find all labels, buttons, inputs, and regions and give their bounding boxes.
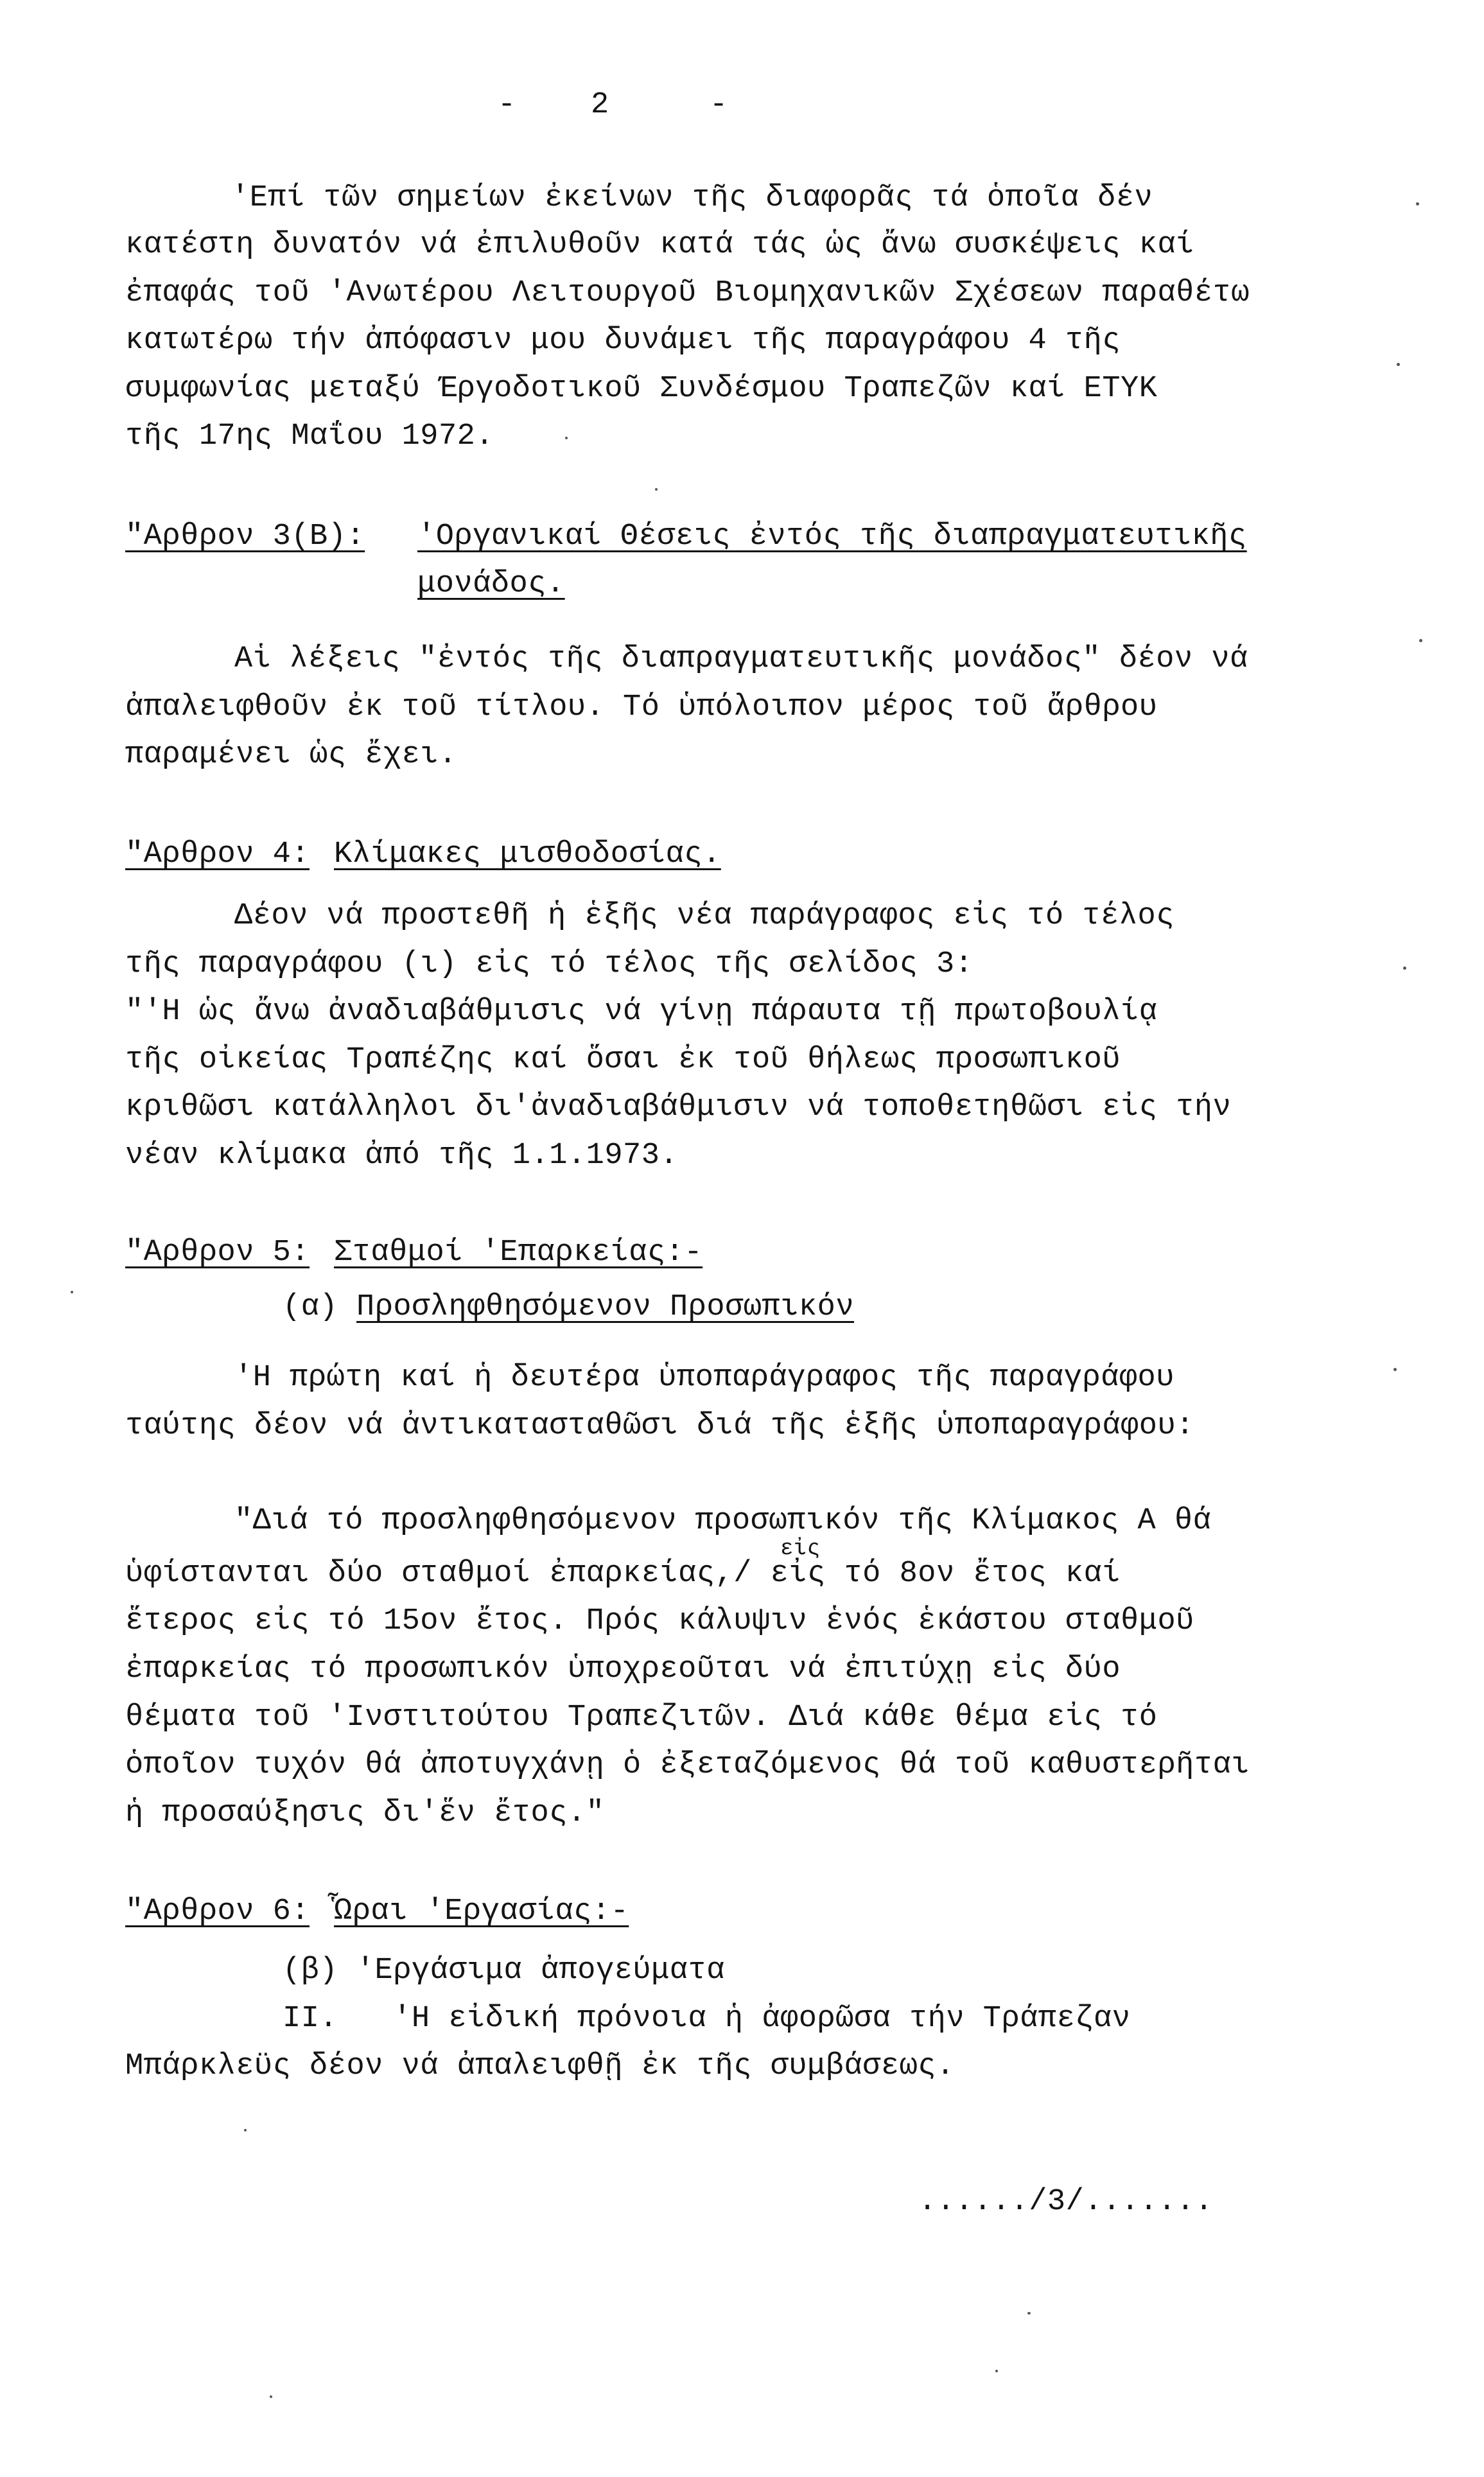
article5-quote-line-3: ἕτερος εἰς τό 15ον ἔτος. Πρός κάλυψιν ἑνός ἑκάστου σταθμοῦ xyxy=(125,1604,1194,1638)
scan-speck xyxy=(1027,2312,1031,2315)
intro-line-1: 'Επί τῶν σημείων ἐκείνων τῆς διαφορᾶς τά ὁποῖα δέν xyxy=(231,181,1153,215)
scan-speck xyxy=(995,2370,998,2372)
article4-line-1: Δέον νά προστεθῆ ἡ ἑξῆς νέα παράγραφος εἰς τό τέλος xyxy=(234,899,1174,933)
article6-heading: "Αρθρον 6: xyxy=(125,1895,310,1929)
scan-speck xyxy=(1419,639,1422,642)
intro-line-5: συμφωνίας μεταξύ Έργοδοτικοῦ Συνδέσμου Τραπεζῶν καί ΕΤΥΚ xyxy=(125,372,1158,406)
scan-speck xyxy=(1393,1368,1397,1371)
page-dash-right: - xyxy=(710,88,728,122)
article5-sub-marker: (α) xyxy=(283,1290,338,1324)
article6-item-ii-line2: Μπάρκλεϋς δέον νά ἀπαλειφθῇ ἐκ τῆς συμβάσεως. xyxy=(125,2049,955,2083)
article5-heading: "Αρθρον 5: xyxy=(125,1236,310,1270)
intro-line-2: κατέστη δυνατόν νά ἐπιλυθοῦν κατά τάς ὡς ἄνω συσκέψεις καί xyxy=(125,228,1194,262)
article3b-line-3: παραμένει ὡς ἔχει. xyxy=(125,738,457,772)
scan-speck xyxy=(655,488,658,491)
handwritten-insert: εἰς xyxy=(780,1537,821,1561)
article5-quote-line-7: ἡ προσαύξησις δι'ἕν ἔτος." xyxy=(125,1796,605,1830)
scan-speck xyxy=(1397,363,1400,366)
article4-line-4: τῆς οἰκείας Τραπέζης καί ὅσαι ἐκ τοῦ θήλεως προσωπικοῦ xyxy=(125,1043,1121,1077)
article5-quote-line-2: ὑφίστανται δύο σταθμοί ἐπαρκείας,/ εἰς τό 8ον ἔτος καί xyxy=(125,1557,1121,1591)
article3b-heading: "Αρθρον 3(Β): xyxy=(125,520,365,554)
scan-speck xyxy=(1403,967,1406,970)
article4-line-2: τῆς παραγράφου (ι) εἰς τό τέλος τῆς σελίδος 3: xyxy=(125,947,973,981)
article4-line-3: "'Η ὡς ἄνω ἀναδιαβάθμισις νά γίνῃ πάραυτα τῇ πρωτοβουλίᾳ xyxy=(125,995,1158,1029)
scan-speck xyxy=(71,1291,73,1293)
article5-title: Σταθμοί 'Επαρκείας:- xyxy=(334,1236,703,1270)
article3b-line-1: Αἱ λέξεις "ἐντός τῆς διαπραγματευτικῆς μονάδος" δέον νά xyxy=(234,642,1248,676)
article5-quote-line-6: ὁποῖον τυχόν θά ἀποτυγχάνῃ ὁ ἐξεταζόμενος θά τοῦ καθυστερῆται xyxy=(125,1748,1250,1782)
article3b-title-line2: μονάδος. xyxy=(417,567,565,601)
article3b-line-2: ἀπαλειφθοῦν ἐκ τοῦ τίτλου. Τό ὑπόλοιπον μέρος τοῦ ἄρθρου xyxy=(125,690,1158,724)
page-dash-left: - xyxy=(498,88,516,122)
article6-item-ii-line1: II. 'Η εἰδική πρόνοια ἡ ἀφορῶσα τήν Τράπεζαν xyxy=(283,2002,1131,2036)
intro-line-6: τῆς 17ης Μαΐου 1972. xyxy=(125,419,494,453)
article6-item-b: (β) 'Εργάσιμα ἀπογεύματα xyxy=(283,1954,725,1988)
article5-line-2: ταύτης δέον νά ἀντικατασταθῶσι διά τῆς ἑξῆς ὑποπαραγράφου: xyxy=(125,1409,1194,1443)
article5-sub-title: Προσληφθησόμενον Προσωπικόν xyxy=(356,1290,855,1324)
scan-speck xyxy=(244,2129,247,2131)
scan-speck xyxy=(565,437,568,439)
continuation-marker: ....../3/....... xyxy=(918,2185,1214,2219)
article5-quote-line-5: θέματα τοῦ 'Ινστιτούτου Τραπεζιτῶν. Διά κάθε θέμα εἰς τό xyxy=(125,1701,1158,1735)
article4-heading: "Αρθρον 4: xyxy=(125,837,310,871)
article4-line-5: κριθῶσι κατάλληλοι δι'ἀναδιαβάθμισιν νά τοποθετηθῶσι εἰς τήν xyxy=(125,1090,1232,1125)
intro-line-4: κατωτέρω τήν ἀπόφασιν μου δυνάμει τῆς παραγράφου 4 τῆς xyxy=(125,324,1121,358)
article5-quote-line-4: ἐπαρκείας τό προσωπικόν ὑποχρεοῦται νά ἐπιτύχῃ εἰς δύο xyxy=(125,1652,1121,1686)
article5-quote-line-1: "Διά τό προσληφθησόμενον προσωπικόν τῆς Κλίμακος Α θά xyxy=(234,1504,1212,1538)
article4-title: Κλίμακες μισθοδοσίας. xyxy=(334,837,721,871)
intro-line-3: ἐπαφάς τοῦ 'Ανωτέρου Λειτουργοῦ Βιομηχανικῶν Σχέσεων παραθέτω xyxy=(125,276,1250,310)
page-number: 2 xyxy=(591,88,609,122)
article5-line-1: 'Η πρώτη καί ἡ δευτέρα ὑποπαράγραφος τῆς παραγράφου xyxy=(234,1361,1174,1395)
article3b-title-line1: 'Οργανικαί Θέσεις ἐντός τῆς διαπραγματευτικῆς xyxy=(417,520,1247,554)
article6-title: Ὧραι 'Εργασίας:- xyxy=(334,1895,629,1929)
scan-speck xyxy=(1416,202,1419,206)
article4-line-6: νέαν κλίμακα ἀπό τῆς 1.1.1973. xyxy=(125,1139,679,1173)
scan-speck xyxy=(270,2395,272,2398)
